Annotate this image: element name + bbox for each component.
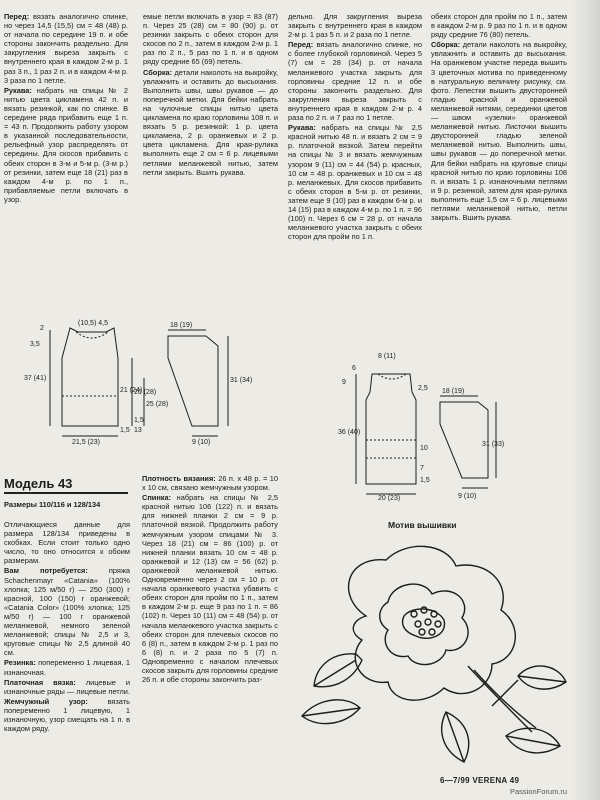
paragraph-heading: Резинка: — [4, 658, 36, 668]
paragraph-text: обеих сторон для пройм по 1 п., затем в каждом 2-м р. 9 раз по 1 п. и в одном ряду средние 76 (80) петель. — [431, 12, 567, 40]
paragraph — [4, 697, 130, 733]
paragraph-heading: Плотность вязания: — [142, 474, 216, 483]
schema1-13-label: 13 — [134, 427, 142, 434]
schema2-top-label: 8 (11) — [378, 353, 396, 360]
text-column-2 — [143, 12, 278, 284]
schema2-7-label: 7 — [420, 465, 424, 472]
schema1-sleeve-len-label: 31 (34) — [230, 377, 253, 384]
paragraph-text: набрать на спицы № 2,5 красной нитью 48 п. и вязать 2 см = 9 р. платочной вязкой. Затем перейти на спицы № 3 и вязать жемчужным узором 9 (11) см = 44 (54) р. красных, 10 см = 48 р. оранжевых и 10 см = 48 р. меланжевых. Для скосов прибавить с обеих сторон в 5-м р. от резинки, затем еще 9 (10) раз в каждом 6-м р. и 14 (15) раз в каждом 4-м р. по 1 п. = 96 (100) п. Через 6 см = 28 р. от начала меланжевого участка закрыть с обеих сторон для пройм по 1 п. — [288, 123, 422, 242]
paragraph — [4, 566, 130, 657]
schema1-35-label: 3,5 — [30, 341, 40, 348]
page-footer: 6—7/99 VERENA 49 — [440, 776, 520, 785]
text-column-3 — [288, 12, 422, 358]
schema2-sleeve-bot-label: 9 (10) — [458, 493, 477, 500]
page-gutter-shadow — [572, 0, 600, 800]
schema2-bottom-label: 20 (23) — [378, 495, 401, 502]
text-column-4 — [431, 12, 567, 328]
paragraph — [4, 520, 130, 565]
paragraph-text: вязать попеременно 1 лицевую, 1 изнаночную, узор смещать на 1 п. в каждом ряду. — [4, 696, 130, 734]
paragraph — [4, 658, 130, 676]
schema1-sleeve-top-label: 18 (19) — [170, 322, 193, 329]
schema1-h25-label: 25 (28) — [146, 401, 169, 408]
schema2-25-label: 2,5 — [418, 385, 428, 392]
paragraph — [431, 40, 567, 222]
schema1-armhole-label: 21 (24) — [120, 387, 143, 394]
paragraph — [288, 123, 422, 241]
paragraph-heading: Сборка: — [431, 40, 461, 50]
paragraph-text: вязать аналогично спинке, но через 14,5 (15,5) см = 48 (48) р. от начала по середине 19 п. и обе стороны закончить раздельно. Для закругления выреза закрыть с внутреннего края в каждом 2-м р. 1 раз 3 п., 1 раз 2 п. и в каждом 4-м р. 3 раза по 1 петле. — [4, 12, 128, 85]
schema2-height-label: 36 (40) — [338, 429, 361, 436]
paragraph — [4, 12, 128, 85]
paragraph-heading: Жемчужный узор: — [4, 696, 88, 706]
paragraph — [4, 678, 130, 696]
schema2-9-label: 9 — [342, 379, 346, 386]
embroidery-caption: Мотив вышивки — [388, 520, 457, 530]
schema2-15-label: 1,5 — [420, 477, 430, 484]
schema2-sleeve-len-label: 31 (33) — [482, 441, 505, 448]
text-column-5 — [4, 520, 130, 798]
paragraph — [143, 68, 278, 177]
sizes-line: Размеры 110/116 и 128/134 — [4, 500, 101, 509]
paragraph-text: набрать на спицы № 2,5 красной нитью 106 (122) п. и вязать для нижней планки 2 см = 9 р. платочной вязкой. Продолжить работу жемчужным узором спицами № 3. Через 18 (21) см = 86 (100) р. от нижней планки вязать 10 см = 48 р. оранжевой и 12 (13) см = 56 (62) р. оранжевой меланжевой нитью. Одновременно через 2 см = 10 р. от начала оранжевого участка убавить с обеих сторон для пройм по 1 п., затем в каждом 2-м р. еще 9 раз по 1 п. = 86 (102) п. Через 10 (11) см = 48 (54) р. от начала меланжевого участка закрыть с обеих сторон для плечевых скосов по 6 (8) п., затем в каждом 2-м р. 1 раз по 6 (8) п. и 2 раза по 5 (7) п. Одновременно с началом плечевых скосов закрыть для горловины средние 26 п. и обе стороны закончить раз- — [142, 493, 279, 685]
paragraph-heading: Платочная вязка: — [4, 677, 76, 687]
paragraph — [288, 40, 422, 122]
watermark-site: PassionForum.ru — [510, 787, 568, 796]
paragraph-heading: Спинка: — [142, 493, 172, 503]
pattern-schema-model-42 — [20, 318, 253, 446]
paragraph — [4, 86, 128, 204]
paragraph-text: 26 п. х 48 р. = 10 х 10 см, связано жемчужным узором. — [142, 474, 278, 493]
pattern-schema-model-43 — [336, 350, 506, 502]
text-column-1 — [4, 12, 128, 314]
schema2-10-label: 10 — [420, 445, 428, 452]
paragraph-heading: Рукава: — [4, 85, 32, 95]
model-title: Модель 43 — [4, 476, 73, 491]
schema1-sleeve-bot-label: 9 (10) — [192, 439, 211, 446]
schema2-6-label: 6 — [352, 365, 356, 372]
paragraph-text: дельно. Для закругления выреза закрыть с внутреннего края в каждом 2-м р. 1 раз 5 п. и 2 раза по 1 петле. — [288, 12, 422, 40]
paragraph-heading: Перед: — [4, 12, 30, 21]
paragraph-text: набрать на спицы № 2 нитью цвета цикламена 42 п. и вязать резинкой, как по спинке. В середине ряда прибавить еще 1 п. = 43 п. Продолжить работу узором в указанной последовательности, рельефный узор распределять от середины. Для скосов прибавить с обеих сторон в 3-м и 5-м р. (3-м р.) от резинки, затем еще 18 (21) раз в каждом 4-м р. по 1 п., прибавляемые петли включать в узор. — [4, 85, 128, 204]
paragraph-heading: Сборка: — [143, 67, 173, 77]
schema1-15-label: 1,5 — [134, 417, 144, 424]
paragraph — [142, 474, 278, 492]
schema1-2-label: 2 — [40, 325, 44, 332]
paragraph-text: емые петли включать в узор = 83 (87) п. Через 25 (28) см = 80 (90) р. от резинки закрыть с обеих сторон для скосов по 2 п., затем в каждом 2-м р. 1 раз по 2 п., 5 раз по 1 п. и в одном ряду средние 65 (69) петель. — [143, 12, 278, 67]
paragraph-text: попеременно 1 лицевая, 1 изнаночная. — [4, 658, 130, 677]
paragraph-text: вязать аналогично спинке, но с более глубокой горловиной. Через 5 (7) см = 28 (34) р. от начала меланжевого участка закрыть для горловины средние 12 п. и обе стороны закончить раздельно. Для закругления выреза закрыть с внутреннего края в каждом 2-м р. 4 раза по 2 п. и 7 раз по 1 петле. — [288, 40, 422, 123]
paragraph-heading: Вам потребуется: — [4, 566, 88, 576]
paragraph-heading: Рукава: — [288, 123, 316, 133]
paragraph-text: лицевые и изнаночные ряды — лицевые петли. — [4, 677, 131, 696]
paragraph-text: Отличающиеся данные для размера 128/134 приведены в скобках. Если стоит только одно число, то оно относится к обоим размерам. — [4, 520, 130, 566]
schema2-sleeve-top-label: 18 (19) — [442, 388, 465, 395]
paragraph-heading: Перед: — [288, 40, 314, 50]
schema1-side-label: 1,5 — [120, 427, 130, 434]
embroidery-motif-illustration — [296, 536, 586, 772]
text-column-6 — [142, 474, 278, 790]
paragraph-text: детали наколоть на выкройку, увлажнить и оставить до высыхания. Выполнить швы, швы рукавов — до поперечной метки. Для бейки набрать на чулочные спицы нитью цвета цикламена по краю горловины 108 п. и вязать 5 р. резинкой: 1 р. цвета цикламена, 2 р. оранжевых и 2 р. цвета цикламена. Для края-рулика выполнить еще 2 см = 6 р. лицевыми петлями меланжевой нитью, затем петли закрыть. Вшить рукава. — [143, 67, 278, 177]
title-rule — [4, 492, 128, 494]
schema1-h26-label: 26 (28) — [134, 389, 157, 396]
paragraph — [143, 12, 278, 67]
paragraph — [288, 12, 422, 39]
paragraph — [142, 493, 278, 684]
schema1-bottom-label: 21,5 (23) — [72, 439, 101, 446]
paragraph — [431, 12, 567, 39]
paragraph-text: детали наколоть на выкройку, увлажнить и оставить до высыхания. На оранжевом участке переда вышить 3 цветочных мотива по приведенному в натуральную величину рисунку, см. фото. Лепестки вышить двусторонней гладью красной и оранжевой меланжевой нитями, серединки цветов — швом «узелки» оранжевой меланжевой нитью. Листочки вышить двусторонней гладью зеленой меланжевой нитью. Выполнить швы, швы рукавов — до поперечной метки. Для бейки набрать на круговые спицы красной нитью по краю горловины 108 п. и вязать 1 р. изнаночными петлями и 9 р. резинкой, затем для края-рулика выполнить еще 1,5 см = 6 р. лицевыми петлями меланжевой нитью, петли закрыть. Вшить рукава. — [431, 40, 567, 223]
schema1-neck-label: (10,5) 4,5 — [78, 320, 108, 327]
paragraph-text: пряжа Schachenmayr «Catania» (100% хлопка; 125 м/50 г) — 250 (300) г красной, 100 (150) г оранжевой; «Catania Color» (100% хлопка; 125 м/50 г) — 100 г оранжевой меланжевой, немного зеленой меланжевой; спицы № 2,5 и 3, круговые спицы № 2,5 длиной 40 см. — [4, 566, 130, 658]
schema1-height-label: 37 (41) — [24, 375, 47, 382]
